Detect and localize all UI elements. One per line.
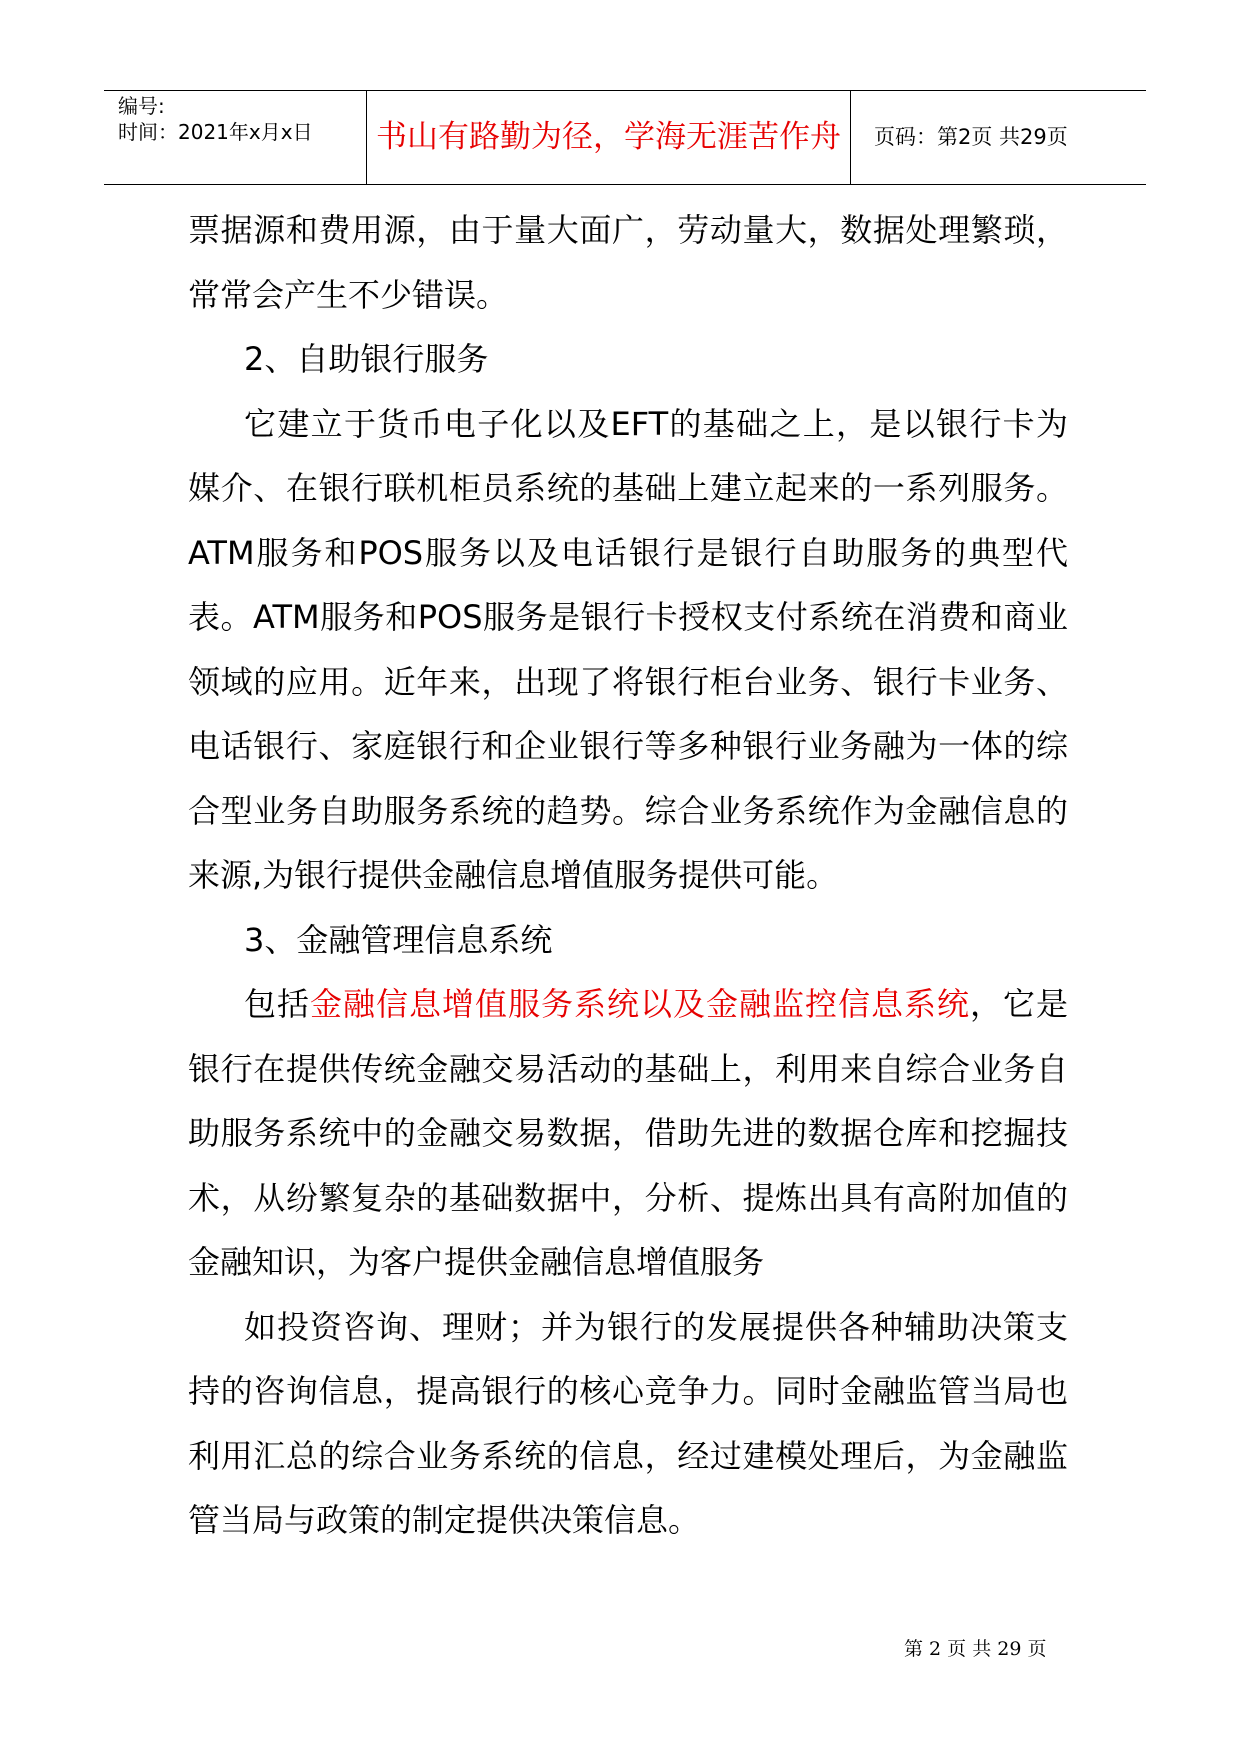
page-footer: 第 2 页 共 29 页: [904, 1638, 1047, 1660]
header-page-info: 页码：第2页 共29页: [874, 125, 1068, 149]
header-page-cell: [852, 91, 1146, 184]
section-heading-mis: 3、金融管理信息系统: [244, 920, 553, 959]
serial-number-label: 编号:: [118, 94, 165, 118]
header-meta-cell: [104, 91, 367, 184]
document-body: [188, 198, 1068, 1553]
highlighted-text: 金融信息增值服务系统以及金融监控信息系统: [310, 985, 970, 1023]
page-header: [104, 90, 1146, 185]
paragraph-decision-support: 如投资咨询、理财；并为银行的发展提供各种辅助决策支持的咨询信息，提高银行的核心竞争力。同时金融监管当局也利用汇总的综合业务系统的信息，经过建模处理后，为金融监管当局与政策的制定提供决策信息。: [188, 1307, 1068, 1539]
section-heading-self-service: 2、自助银行服务: [244, 340, 489, 378]
paragraph-self-service: 它建立于货币电子化以及EFT的基础之上，是以银行卡为媒介、在银行联机柜员系统的基础上建立起来的一系列服务。ATM服务和POS服务以及电话银行是银行自助服务的典型代表。ATM服务和POS服务是银行卡授权支付系统在消费和商业领域的应用。近年来，出现了将银行柜台业务、银行卡业务、电话银行、家庭银行和企业银行等多种银行业务融为一体的综合型业务自助服务系统的趋势。综合业务系统作为金融信息的来源,为银行提供金融信息增值服务提供可能。: [188, 404, 1068, 894]
header-motto: 书山有路勤为径，学海无涯苦作舟: [376, 119, 841, 155]
header-motto-cell: [367, 91, 851, 184]
paragraph-mis: [188, 972, 1068, 1295]
time-label: 时间：2021年x月x日: [118, 120, 313, 144]
paragraph-mis-prefix: 包括: [244, 985, 310, 1023]
paragraph-mis-suffix: ，它是银行在提供传统金融交易活动的基础上，利用来自综合业务自助服务系统中的金融交易数据，借助先进的数据仓库和挖掘技术，从纷繁复杂的基础数据中，分析、提炼出具有高附加值的金融知识，为客户提供金融信息增值服务: [188, 985, 1068, 1281]
paragraph-continuation: 票据源和费用源，由于量大面广，劳动量大，数据处理繁琐，常常会产生不少错误。: [188, 211, 1068, 314]
